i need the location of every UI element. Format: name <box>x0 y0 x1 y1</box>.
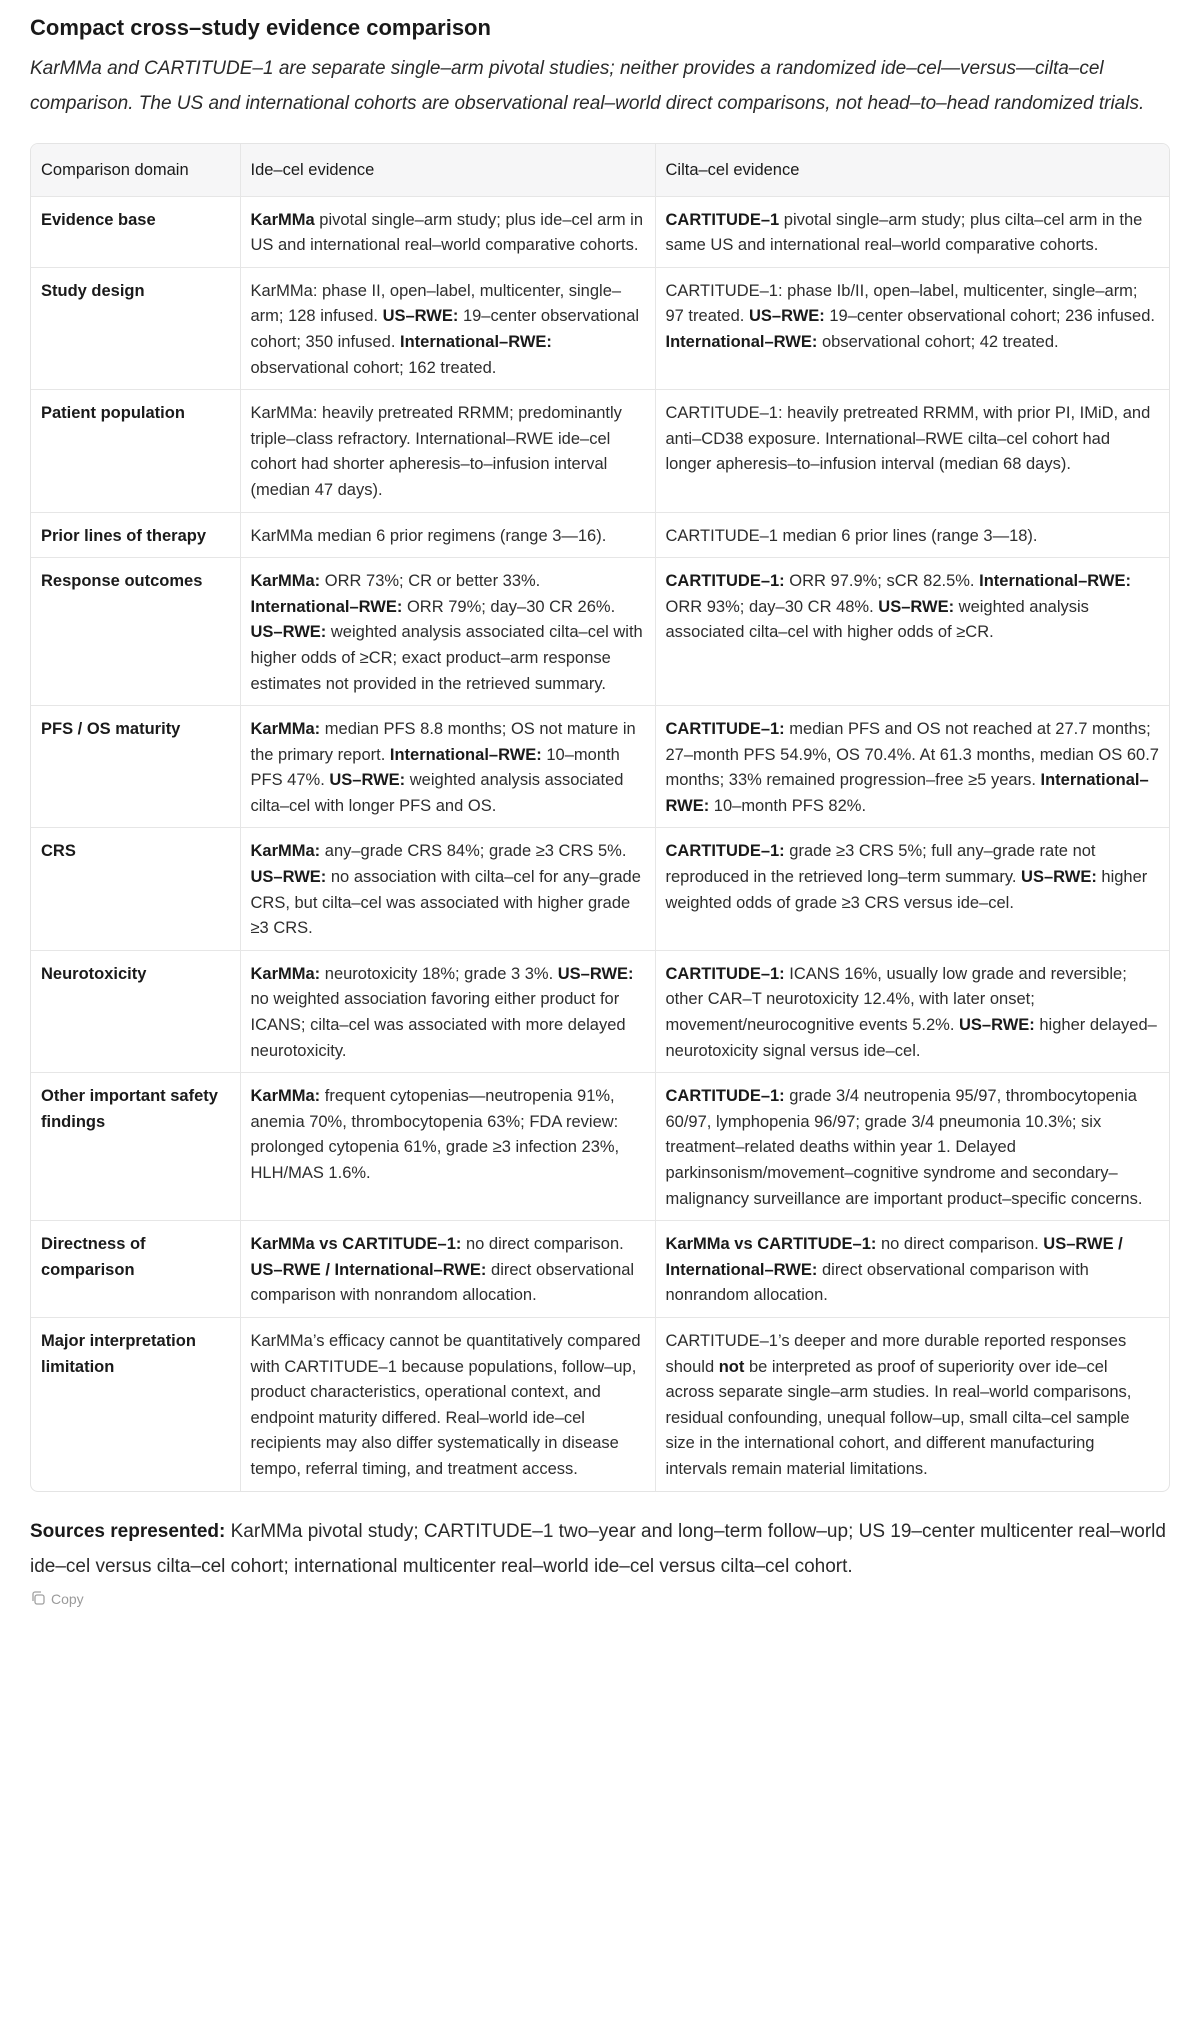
bold-label: International–RWE: <box>665 332 818 351</box>
cell-text: KarMMa: heavily pretreated RRMM; predominantly triple–class refractory. International–RWE ide–cel cohort had shorter apheresis–to–infusion interval (median 47 days). <box>250 404 622 499</box>
bold-label: International–RWE: <box>250 597 403 616</box>
bold-label: KarMMa: <box>250 572 321 591</box>
table-row <box>31 558 1169 706</box>
domain-cell: Major interpretation limitation <box>31 1317 240 1490</box>
bold-label: KarMMa <box>250 210 315 229</box>
ide-cel-evidence-cell <box>240 828 655 950</box>
cilta-cel-evidence-cell <box>655 950 1169 1072</box>
column-header-cilta-cel: Cilta–cel evidence <box>655 144 1169 196</box>
bold-label: CARTITUDE–1: <box>665 842 785 861</box>
cell-text: KarMMa’s efficacy cannot be quantitatively compared with CARTITUDE–1 because populations, follow–up, product characteristics, operational context, and endpoint maturity differed. Real–world ide–cel recipients may also differ systematically in disease tempo, referral timing, and treatment access. <box>250 1331 641 1478</box>
bold-label: not <box>718 1357 745 1376</box>
cell-text: no weighted association favoring either product for ICANS; cilta–cel was associated with more delayed neurotoxicity. <box>250 990 626 1060</box>
bold-label: US–RWE: <box>959 1016 1035 1035</box>
comparison-table-container <box>30 143 1170 1492</box>
ide-cel-evidence-cell <box>240 267 655 389</box>
cell-text: 19–center observational cohort; 236 infused. <box>824 307 1155 326</box>
ide-cel-evidence-cell <box>240 196 655 267</box>
cell-text: no association with cilta–cel for any–grade CRS, but cilta–cel was associated with higher grade ≥3 CRS. <box>250 868 641 938</box>
cilta-cel-evidence-cell <box>655 196 1169 267</box>
domain-cell: Prior lines of therapy <box>31 512 240 558</box>
bold-label: CARTITUDE–1: <box>665 572 785 591</box>
cell-text: median PFS and OS not reached at 27.7 months; 27–month PFS 54.9%, OS 70.4%. At 61.3 months, median OS 60.7 months; 33% remained progression–free ≥5 years. <box>665 720 1159 790</box>
cell-text: CARTITUDE–1 median 6 prior lines (range 3—18). <box>665 526 1038 545</box>
bold-label: International–RWE: <box>400 332 552 351</box>
bold-label: US–RWE: <box>878 597 955 616</box>
cilta-cel-evidence-cell <box>655 1317 1169 1490</box>
domain-cell: Response outcomes <box>31 558 240 706</box>
bold-label: US–RWE: <box>1021 868 1097 887</box>
table-row <box>31 828 1169 950</box>
bold-label: KarMMa: <box>250 842 321 861</box>
ide-cel-evidence-cell <box>240 1073 655 1221</box>
sources-label: Sources represented: <box>30 1520 226 1542</box>
ide-cel-evidence-cell <box>240 706 655 828</box>
cell-text: 10–month PFS 47%. <box>250 745 620 790</box>
cell-text: grade ≥3 CRS 5%; full any–grade rate not reproduced in the retrieved long–term summary. <box>665 842 1096 887</box>
table-row <box>31 390 1169 512</box>
cilta-cel-evidence-cell <box>655 1073 1169 1221</box>
cell-text: any–grade CRS 84%; grade ≥3 CRS 5%. <box>320 842 627 861</box>
table-row <box>31 196 1169 267</box>
cell-text: observational cohort; 42 treated. <box>817 332 1059 351</box>
cell-text: CARTITUDE–1: phase Ib/II, open–label, multicenter, single–arm; 97 treated. <box>665 281 1138 326</box>
domain-cell: Patient population <box>31 390 240 512</box>
table-row <box>31 267 1169 389</box>
domain-cell: CRS <box>31 828 240 950</box>
domain-cell: Evidence base <box>31 196 240 267</box>
cell-text: median PFS 8.8 months; OS not mature in the primary report. <box>250 720 636 764</box>
cilta-cel-evidence-cell <box>655 706 1169 828</box>
sources-text: KarMMa pivotal study; CARTITUDE–1 two–year and long–term follow–up; US 19–center multicenter real–world ide–cel versus cilta–cel cohort; international multicenter real–world ide–cel versus cilta–cel cohort. <box>30 1520 1166 1577</box>
cell-text: direct observational comparison with nonrandom allocation. <box>250 1260 635 1305</box>
cell-text: 19–center observational cohort; 350 infused. <box>250 307 640 351</box>
table-row <box>31 1221 1169 1318</box>
ide-cel-evidence-cell <box>240 1317 655 1490</box>
cell-text: 10–month PFS 82%. <box>709 796 867 815</box>
cell-text: frequent cytopenias—neutropenia 91%, anemia 70%, thrombocytopenia 63%; FDA review: prolonged cytopenia 61%, grade ≥3 infection 23%, HLH/MAS 1.6%. <box>250 1087 620 1182</box>
bold-label: CARTITUDE–1: <box>665 964 785 983</box>
bold-label: US–RWE: <box>557 964 634 983</box>
cell-text: ORR 79%; day–30 CR 26%. <box>402 597 616 616</box>
cell-text: observational cohort; 162 treated. <box>250 358 497 377</box>
bold-label: KarMMa: <box>250 964 321 983</box>
cilta-cel-evidence-cell <box>655 512 1169 558</box>
cell-text: neurotoxicity 18%; grade 3 3%. <box>320 964 558 983</box>
intro-paragraph: KarMMa and CARTITUDE–1 are separate single–arm pivotal studies; neither provides a randomized ide–cel—versus—cilta–cel comparison. The US and international cohorts are observational real–world direct comparisons, not head–to–head randomized trials. <box>30 58 1145 114</box>
page-title: Compact cross–study evidence comparison <box>30 15 491 40</box>
cell-text: ICANS 16%, usually low grade and reversible; other CAR–T neurotoxicity 12.4%, with later onset; movement/neurocognitive events 5.2%. <box>665 964 1127 1035</box>
bold-label: International–RWE: <box>389 745 542 764</box>
cell-text: pivotal single–arm study; plus ide–cel arm in US and international real–world comparative cohorts. <box>250 210 644 255</box>
cell-text: grade 3/4 neutropenia 95/97, thrombocytopenia 60/97, lymphopenia 96/97; grade 3/4 pneumonia 10.3%; six treatment–related deaths within year 1. Delayed parkinsonism/movement–cognitive syndrome and secondary–malignancy surveillance are important product–specific concerns. <box>665 1087 1143 1208</box>
cell-text: KarMMa median 6 prior regimens (range 3—16). <box>250 526 607 545</box>
ide-cel-evidence-cell <box>240 950 655 1072</box>
bold-label: International–RWE: <box>979 572 1131 591</box>
cell-text: weighted analysis associated cilta–cel with longer PFS and OS. <box>250 771 624 815</box>
bold-label: KarMMa vs CARTITUDE–1: <box>250 1235 462 1254</box>
ide-cel-evidence-cell <box>240 1221 655 1318</box>
bold-label: KarMMa: <box>250 720 321 739</box>
cell-text: weighted analysis associated cilta–cel with higher odds of ≥CR; exact product–arm response estimates not provided in the retrieved summary. <box>250 623 643 693</box>
cilta-cel-evidence-cell <box>655 390 1169 512</box>
cell-text: KarMMa: phase II, open–label, multicenter, single–arm; 128 infused. <box>250 281 622 326</box>
sources-paragraph <box>30 1514 1170 1584</box>
cell-text: be interpreted as proof of superiority over ide–cel across separate single–arm studies. In real–world comparisons, residual confounding, unequal follow–up, small cilta–cel sample size in the international cohort, and different manufacturing intervals remain material limitations. <box>665 1357 1132 1478</box>
cell-text: no direct comparison. <box>461 1235 624 1254</box>
bold-label: US–RWE / International–RWE: <box>250 1260 487 1279</box>
cell-text: higher weighted odds of grade ≥3 CRS versus ide–cel. <box>665 868 1148 912</box>
cilta-cel-evidence-cell <box>655 1221 1169 1318</box>
ide-cel-evidence-cell <box>240 558 655 706</box>
cell-text: pivotal single–arm study; plus cilta–cel arm in the same US and international real–world comparative cohorts. <box>665 210 1143 255</box>
cell-text: ORR 93%; day–30 CR 48%. <box>665 597 879 616</box>
ide-cel-evidence-cell <box>240 512 655 558</box>
bold-label: US–RWE: <box>329 771 406 790</box>
cell-text: higher delayed–neurotoxicity signal versus ide–cel. <box>665 1016 1157 1060</box>
table-body <box>31 196 1169 1490</box>
bold-label: US–RWE / International–RWE: <box>665 1235 1123 1279</box>
domain-cell: Neurotoxicity <box>31 950 240 1072</box>
cilta-cel-evidence-cell <box>655 828 1169 950</box>
bold-label: CARTITUDE–1: <box>665 720 785 739</box>
cilta-cel-evidence-cell <box>655 267 1169 389</box>
table-row <box>31 950 1169 1072</box>
ide-cel-evidence-cell <box>240 390 655 512</box>
cell-text: ORR 97.9%; sCR 82.5%. <box>784 572 980 591</box>
domain-cell: Other important safety findings <box>31 1073 240 1221</box>
cell-text: CARTITUDE–1: heavily pretreated RRMM, with prior PI, IMiD, and anti–CD38 exposure. International–RWE cilta–cel cohort had longer apheresis–to–infusion interval (median 68 days). <box>665 404 1151 474</box>
bold-label: KarMMa vs CARTITUDE–1: <box>665 1235 877 1254</box>
cilta-cel-evidence-cell <box>655 558 1169 706</box>
cell-text: CARTITUDE–1’s deeper and more durable reported responses should <box>665 1331 1127 1376</box>
table-row <box>31 706 1169 828</box>
cell-text: weighted analysis associated cilta–cel with higher odds of ≥CR. <box>665 597 1089 642</box>
column-header-domain: Comparison domain <box>31 144 240 196</box>
domain-cell: Study design <box>31 267 240 389</box>
copy-button[interactable] <box>30 1590 84 1609</box>
domain-cell: PFS / OS maturity <box>31 706 240 828</box>
bold-label: CARTITUDE–1 <box>665 210 780 229</box>
bold-label: US–RWE: <box>748 307 825 326</box>
bold-label: US–RWE: <box>250 623 327 642</box>
bold-label: CARTITUDE–1: <box>665 1087 785 1106</box>
bold-label: International–RWE: <box>665 771 1149 815</box>
table-row <box>31 1073 1169 1221</box>
comparison-table <box>31 144 1169 1491</box>
cell-text: direct observational comparison with nonrandom allocation. <box>665 1260 1089 1305</box>
bold-label: KarMMa: <box>250 1087 321 1106</box>
bold-label: US–RWE: <box>382 307 459 326</box>
table-row <box>31 1317 1169 1490</box>
table-header-row <box>31 144 1169 196</box>
bold-label: US–RWE: <box>250 868 327 887</box>
copy-label: Copy <box>51 1591 84 1608</box>
column-header-ide-cel: Ide–cel evidence <box>240 144 655 196</box>
cell-text: ORR 73%; CR or better 33%. <box>320 572 541 591</box>
table-row <box>31 512 1169 558</box>
cell-text: no direct comparison. <box>876 1235 1044 1254</box>
copy-icon <box>30 1590 46 1609</box>
domain-cell: Directness of comparison <box>31 1221 240 1318</box>
